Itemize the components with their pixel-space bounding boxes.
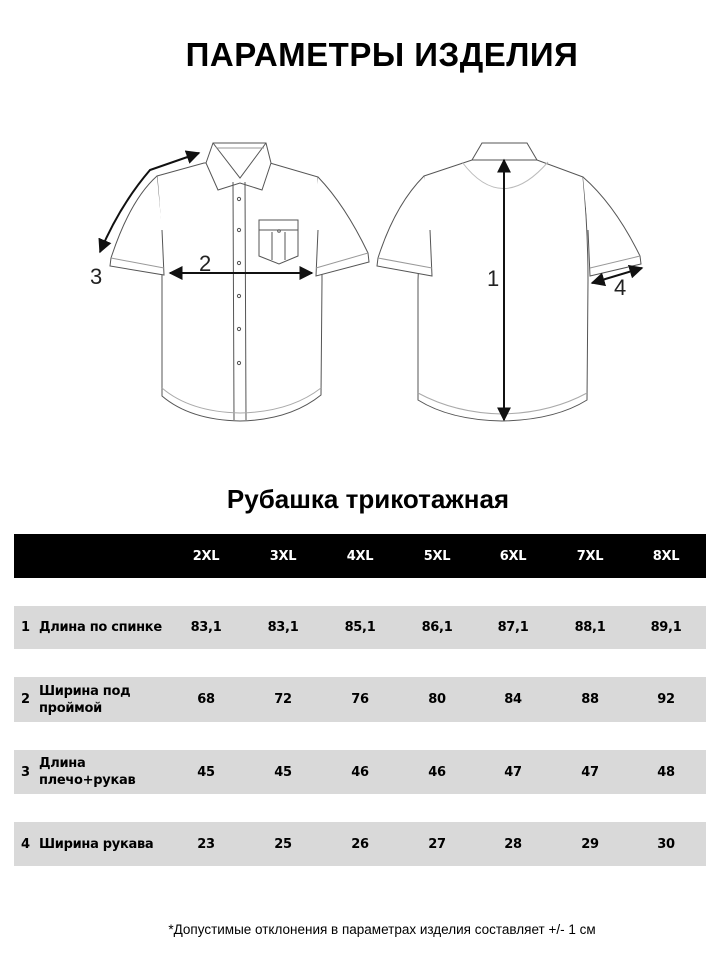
cell-value: 48 xyxy=(657,764,675,780)
cell-value: 84 xyxy=(504,692,522,707)
cell-value: 72 xyxy=(274,692,292,707)
table-row xyxy=(14,677,706,722)
row-label: Ширина рукава xyxy=(39,836,154,852)
cell-value: 68 xyxy=(197,692,215,707)
cell-value: 30 xyxy=(657,836,675,852)
row-label: Длина по спинке xyxy=(39,620,162,635)
cell-value: 76 xyxy=(351,692,369,707)
table-row xyxy=(14,606,706,649)
row-index: 2 xyxy=(21,692,30,707)
cell-value: 85,1 xyxy=(344,620,376,635)
cell-value: 86,1 xyxy=(421,620,453,635)
cell-value: 26 xyxy=(351,836,369,852)
row-index: 1 xyxy=(21,620,30,635)
size-header: 3XL xyxy=(269,548,297,564)
product-name: Рубашка трикотажная xyxy=(226,484,510,514)
cell-value: 88,1 xyxy=(574,620,606,635)
size-header: 2XL xyxy=(192,548,220,564)
cell-value: 23 xyxy=(197,836,215,852)
measure-label-3: 3 xyxy=(90,264,103,289)
size-header: 4XL xyxy=(346,548,374,564)
size-header: 7XL xyxy=(576,548,604,564)
size-header-row xyxy=(14,534,706,578)
size-header: 5XL xyxy=(423,548,451,564)
measure-label-1: 1 xyxy=(487,266,500,291)
cell-value: 87,1 xyxy=(497,620,529,635)
tolerance-footnote: *Допустимые отклонения в параметрах изделия составляет +/- 1 см xyxy=(168,922,596,937)
cell-value: 25 xyxy=(274,836,292,852)
measure-label-2: 2 xyxy=(199,251,212,276)
shirt-measurement-diagram xyxy=(80,130,650,430)
cell-value: 80 xyxy=(428,692,446,707)
cell-value: 47 xyxy=(581,764,599,780)
cell-value: 89,1 xyxy=(650,620,682,635)
size-header: 8XL xyxy=(652,548,680,564)
row-label: Ширина под проймой xyxy=(39,683,131,716)
cell-value: 83,1 xyxy=(267,620,299,635)
cell-value: 46 xyxy=(351,764,369,780)
size-header: 6XL xyxy=(499,548,527,564)
cell-value: 47 xyxy=(504,764,522,780)
row-index: 3 xyxy=(21,764,30,780)
shirt-back-icon xyxy=(377,143,641,421)
cell-value: 45 xyxy=(197,764,215,780)
cell-value: 45 xyxy=(274,764,292,780)
cell-value: 28 xyxy=(504,836,522,852)
row-label: Длина плечо+рукав xyxy=(39,756,136,788)
table-row xyxy=(14,822,706,866)
cell-value: 46 xyxy=(428,764,446,780)
cell-value: 83,1 xyxy=(190,620,222,635)
table-row xyxy=(14,750,706,794)
measure-label-4: 4 xyxy=(614,275,627,300)
cell-value: 27 xyxy=(428,836,446,852)
cell-value: 92 xyxy=(657,692,675,707)
cell-value: 29 xyxy=(581,836,599,852)
row-index: 4 xyxy=(21,836,30,852)
cell-value: 88 xyxy=(581,692,599,707)
page-title: ПАРАМЕТРЫ ИЗДЕЛИЯ xyxy=(185,36,579,73)
shirt-front-icon xyxy=(110,143,369,421)
